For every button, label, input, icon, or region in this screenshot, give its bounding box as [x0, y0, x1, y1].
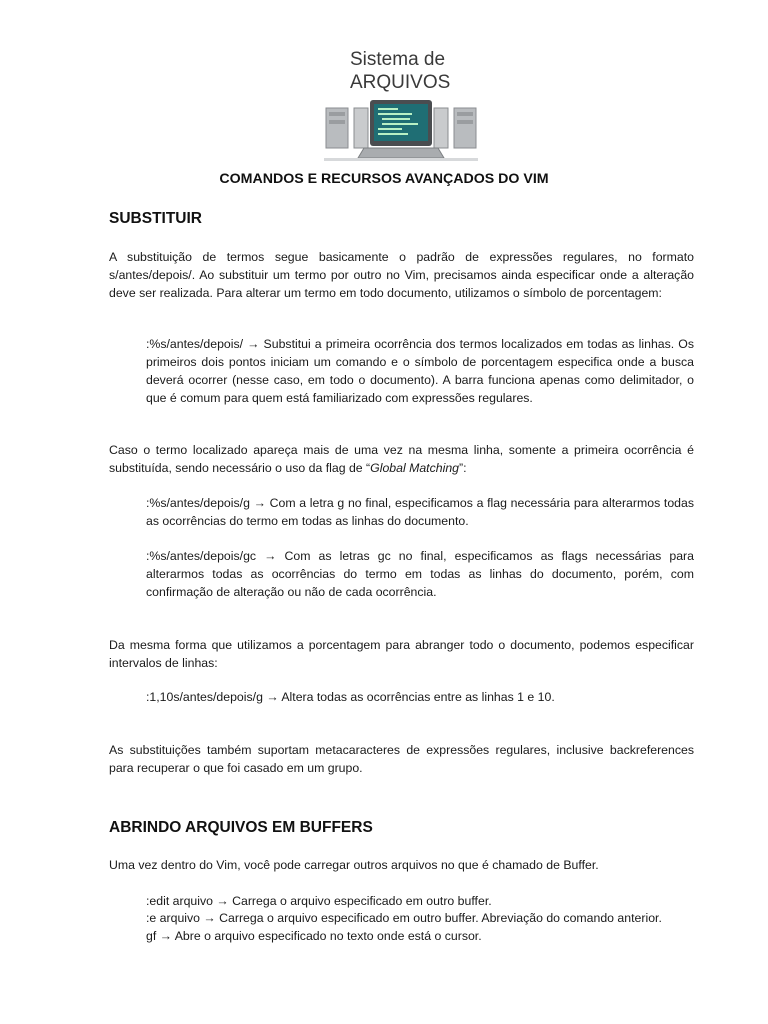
global-matching-term: Global Matching [370, 461, 459, 475]
logo-title [350, 48, 480, 94]
example-flag-gc: :%s/antes/depois/gc → Com as letras gc no final, especificamos as flags necessárias para alterarmos todas as ocorrências do termo em todas as linhas do documento, porém, com confirmação de alteração ou não de cada ocorrência. [146, 549, 694, 599]
document-title: COMANDOS E RECURSOS AVANÇADOS DO VIM [219, 171, 549, 187]
command-edit: :edit arquivo → Carrega o arquivo especificado em outro buffer. [146, 894, 492, 908]
example-line-range: :1,10s/antes/depois/g → Altera todas as ocorrências entre as linhas 1 e 10. [146, 690, 555, 704]
logo-line-1: Sistema de [350, 49, 446, 70]
logo [310, 48, 490, 163]
global-matching-text-before: Caso o termo localizado apareça mais de uma vez na mesma linha, somente a primeira ocorrência é substituída, sendo necessário o uso da flag de “ [109, 443, 694, 475]
command-e: :e arquivo → Carrega o arquivo especificado em outro buffer. Abreviação do comando anterior. [146, 911, 662, 925]
metacharacters-paragraph: As substituições também suportam metacaracteres de expressões regulares, inclusive backreferences para recuperar o que foi casado em um grupo. [109, 743, 694, 775]
section-heading-substituir: SUBSTITUIR [109, 210, 202, 227]
example-global-substitute: :%s/antes/depois/ → Substitui a primeira ocorrência dos termos localizados em todas as linhas. Os primeiros dois pontos iniciam um comando e o símbolo de porcentagem especifica onde a busca deverá ocorrer (nesse caso, em todo o documento). A barra funciona apenas como delimitador, o que é comum para quem está familiarizado com expressões regulares. [146, 337, 694, 405]
command-gf: gf → Abre o arquivo especificado no texto onde está o cursor. [146, 929, 482, 943]
example-flag-g: :%s/antes/depois/g → Com a letra g no final, especificamos a flag necessária para alterarmos todas as ocorrências do termo em todas as linhas do documento. [146, 496, 694, 528]
global-matching-text-after: ”: [459, 461, 467, 475]
buffers-intro: Uma vez dentro do Vim, você pode carregar outros arquivos no que é chamado de Buffer. [109, 858, 599, 872]
computer-terminal-icon [324, 100, 478, 162]
substituir-intro: A substituição de termos segue basicamente o padrão de expressões regulares, no formato s/antes/depois/. Ao substituir um termo por outro no Vim, precisamos ainda especificar onde a alteração deve ser realizada. Para alterar um termo em todo documento, utilizamos o símbolo de porcentagem: [109, 250, 694, 300]
global-matching-paragraph [109, 441, 694, 477]
section-heading-buffers: ABRINDO ARQUIVOS EM BUFFERS [109, 819, 373, 836]
line-range-paragraph: Da mesma forma que utilizamos a porcentagem para abranger todo o documento, podemos especificar intervalos de linhas: [109, 638, 694, 670]
logo-line-2: ARQUIVOS [350, 72, 451, 93]
